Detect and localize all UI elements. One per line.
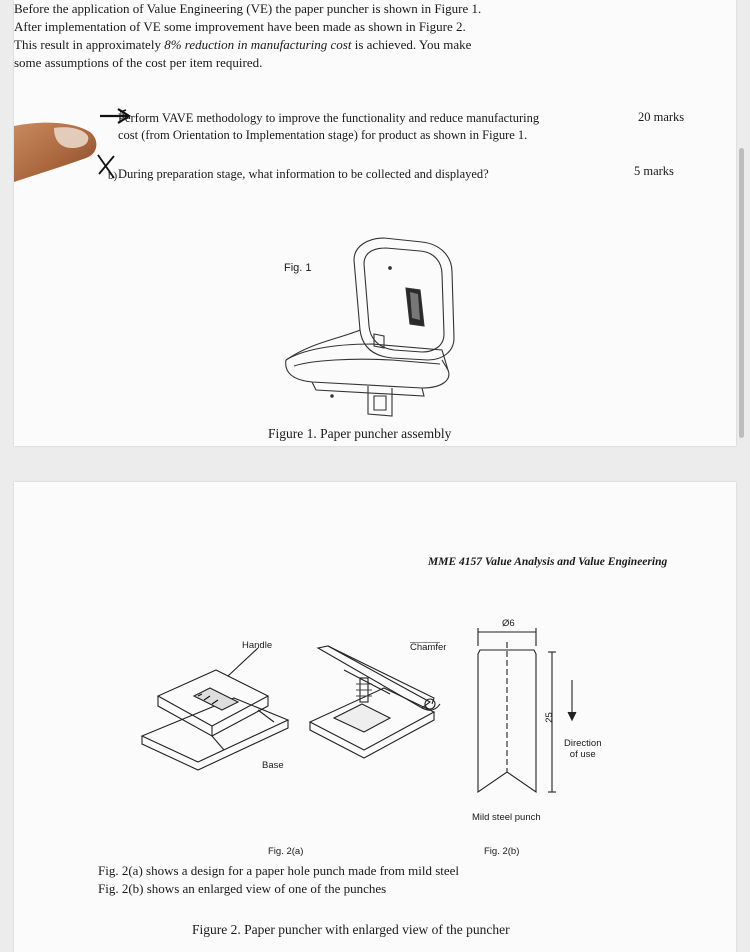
direction-of-use-label: Direction of use [564,738,602,760]
handle-label: Handle [242,640,273,651]
figure-2-caption: Figure 2. Paper puncher with enlarged view of the puncher [192,922,510,937]
question-b: During preparation stage, what information to be collected and displayed? [118,167,489,181]
document-page-2 [14,482,736,952]
length-label: 25 [543,712,555,723]
figure-2a-description: Fig. 2(a) shows a design for a paper hole punch made from mild steel [98,863,460,878]
document-page-1 [14,0,736,446]
finger-photo [14,118,102,184]
question-a [118,110,539,144]
question-b-marks: 5 marks [634,164,674,178]
cost-reduction-emphasis: 8% reduction in manufacturing cost [164,37,352,52]
figure-1-caption: Figure 1. Paper puncher assembly [268,426,452,441]
fig2b-label: Fig. 2(b) [484,846,520,857]
figure-2b-description: Fig. 2(b) shows an enlarged view of one of the punches [98,881,387,896]
intro-line-4: some assumptions of the cost per item required. [14,55,263,70]
paper-puncher-figure-1 [272,220,482,420]
intro-line-2: After implementation of VE some improvement have been made as shown in Figure 2. [14,19,466,34]
question-b-label: b) [108,170,118,182]
hole-punch-open-drawing [304,642,464,762]
question-a-line-2: cost (from Orientation to Implementation stage) for product as shown in Figure 1. [118,128,528,142]
base-label: Base [262,760,284,771]
mild-steel-punch-label: Mild steel punch [472,812,541,823]
chamfer-label: Chamfer [410,642,447,653]
question-a-marks: 20 marks [638,110,685,124]
hole-punch-closed-drawing [138,646,298,776]
question-a-line-1: Perform VAVE methodology to improve the functionality and reduce manufacturing [118,111,540,125]
mild-steel-punch-drawing [464,622,584,812]
intro-line-1: Before the application of Value Engineering (VE) the paper puncher is shown in Figure 1. [14,1,482,16]
intro-paragraph [14,0,736,72]
course-header: MME 4157 Value Analysis and Value Engineering [428,556,668,568]
scrollbar-thumb[interactable] [739,148,744,438]
diameter-label: Ø6 [502,618,515,629]
intro-line-3: This result in approximately 8% reduction in manufacturing cost is achieved. You make [14,37,472,52]
fig2a-label: Fig. 2(a) [268,846,304,857]
fig1-label: Fig. 1 [284,262,312,274]
